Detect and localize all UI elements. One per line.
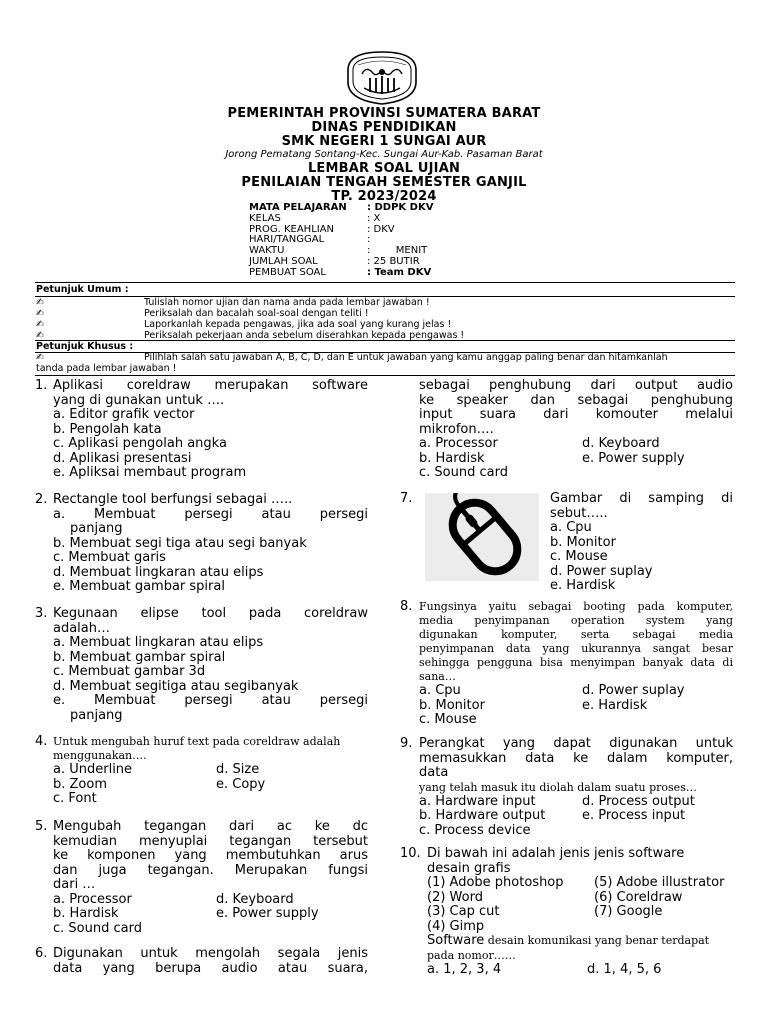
petunjuk-khusus-title: Petunjuk Khusus : bbox=[36, 341, 134, 352]
meta-row: WAKTU : MENIT bbox=[249, 245, 428, 257]
exam-meta bbox=[249, 203, 433, 279]
pencil-icon: ✍ bbox=[36, 319, 44, 330]
meta-row: JUMLAH SOAL : 25 BUTIR bbox=[249, 255, 420, 267]
pencil-icon: ✍ bbox=[36, 308, 44, 319]
meta-row: KELAS : X bbox=[249, 212, 381, 224]
meta-row: MATA PELAJARAN : DDPK DKV bbox=[249, 202, 434, 213]
list-item: ✍ Laporkanlah kepada pengawas, jika ada soal yang kurang jelas ! bbox=[36, 319, 452, 330]
question-10: 10. Di bawah ini adalah jenis jenis software desain grafis (1) Adobe photoshop (5) Adobe illustrator (2) Word (6) Coreldraw (3) Cap cut (7) Google (4) Gimp Software desain komunikasi yang benar terdapat pada nomor…… a. 1, 2, 3, 4 d. 1, 4, 5, 6 bbox=[400, 846, 725, 977]
meta-row: PROG. KEAHLIAN : DKV bbox=[249, 223, 395, 235]
mouse-image bbox=[425, 493, 539, 581]
petunjuk-umum-title: Petunjuk Umum : bbox=[36, 284, 129, 295]
meta-row: PEMBUAT SOAL : Team DKV bbox=[249, 266, 432, 278]
petunjuk-khusus-text bbox=[36, 352, 668, 374]
school-address: Jorong Pematang Sontang-Kec. Sungai Aur-Kab. Pasaman Barat bbox=[225, 149, 543, 160]
question-6: 6. Digunakan untuk mengolah segala jenis data yang berupa audio atau suara, bbox=[35, 946, 368, 976]
question-4: 4. Untuk mengubah huruf text pada coreldraw adalah menggunakan…. a. Underline d. Size b. Zoom e. Copy c. Font bbox=[35, 734, 341, 806]
question-2: 2. Rectangle tool berfungsi sebagai ….. a. Membuat persegi atau persegi panjang b. Membuat segi tiga atau segi banyak c. Membuat garis d. Membuat lingkaran atau elips e. Membuat gambar spiral bbox=[35, 492, 368, 594]
question-5: 5. Mengubah tegangan dari ac ke dc kemudian menyuplai tegangan tersebut ke komponen yang membutuhkan arus dan juga tegangan. Merupakan fungsi dari … a. Processor d. Keyboard b. Hardisk e. Power supply c. Sound card bbox=[35, 819, 368, 936]
header-line-4: LEMBAR SOAL UJIAN bbox=[307, 161, 461, 176]
pencil-icon: ✍ bbox=[36, 352, 44, 363]
list-item: ✍ Tulislah nomor ujian dan nama anda pada lembar jawaban ! bbox=[36, 297, 430, 308]
header-line-5: PENILAIAN TENGAH SEMESTER GANJIL bbox=[241, 175, 527, 190]
question-7: Gambar di samping di sebut….. a. Cpu b. Monitor c. Mouse d. Power suplay e. Hardisk bbox=[550, 491, 733, 593]
question-8: 8. Fungsinya yaitu sebagai booting pada komputer, media penyimpanan operation system yang digunakan komputer, serta sebagai media penyimpanan data yang ukurannya sangat besar sehingga pengguna bisa menyimpan banyak data di sana… a. Cpu d. Power suplay b. Monitor e. Hardisk c. Mouse bbox=[400, 599, 733, 727]
pencil-icon: ✍ bbox=[36, 297, 44, 308]
list-item: ✍ Periksalah dan bacalah soal-soal dengan teliti ! bbox=[36, 308, 369, 319]
meta-row: HARI/TANGGAL : bbox=[249, 234, 371, 246]
header-line-2: DINAS PENDIDIKAN bbox=[311, 120, 457, 135]
tut-wuri-handayani-logo bbox=[340, 48, 424, 106]
question-7-number: 7. bbox=[400, 491, 413, 506]
divider bbox=[35, 282, 735, 283]
header-line-6: TP. 2023/2024 bbox=[331, 189, 437, 204]
petunjuk-umum-list bbox=[36, 297, 464, 341]
question-9: 9. Perangkat yang dapat digunakan untuk memasukkan data ke dalam komputer, data yang telah masuk itu diolah dalam suatu proses… a. Hardware input d. Process output b. Hardware output e. Process input c. Process device bbox=[400, 736, 733, 838]
question-1: 1. Aplikasi coreldraw merupakan software yang di gunakan untuk …. a. Editor grafik vector b. Pengolah kata c. Aplikasi pengolah angka d. Aplikasi presentasi e. Apliksai membaut program bbox=[35, 378, 368, 480]
header-line-3: SMK NEGERI 1 SUNGAI AUR bbox=[281, 134, 487, 149]
question-6-continued: sebagai penghubung dari output audio ke speaker dan sebagai penghubung input suara dari komouter melalui mikrofon…. a. Processor d. Keyboard b. Hardisk e. Power supply c. Sound card bbox=[419, 378, 733, 480]
divider bbox=[35, 375, 735, 376]
list-item: ✍ Pilihlah salah satu jawaban A, B, C, D, dan E untuk jawaban yang kamu anggap paling benar dan hitamkanlah bbox=[36, 352, 668, 363]
list-item: ✍ Periksalah pekerjaan anda sebelum diserahkan kepada pengawas ! bbox=[36, 330, 465, 341]
list-item: tanda pada lembar jawaban ! bbox=[36, 363, 177, 374]
question-3: 3. Kegunaan elipse tool pada coreldraw adalah… a. Membuat lingkaran atau elips b. Membuat gambar spiral c. Membuat gambar 3d d. Membuat segitiga atau segibanyak e. Membuat persegi atau persegi panjang bbox=[35, 606, 368, 723]
header-line-1: PEMERINTAH PROVINSI SUMATERA BARAT bbox=[227, 106, 541, 121]
pencil-icon: ✍ bbox=[36, 330, 44, 341]
